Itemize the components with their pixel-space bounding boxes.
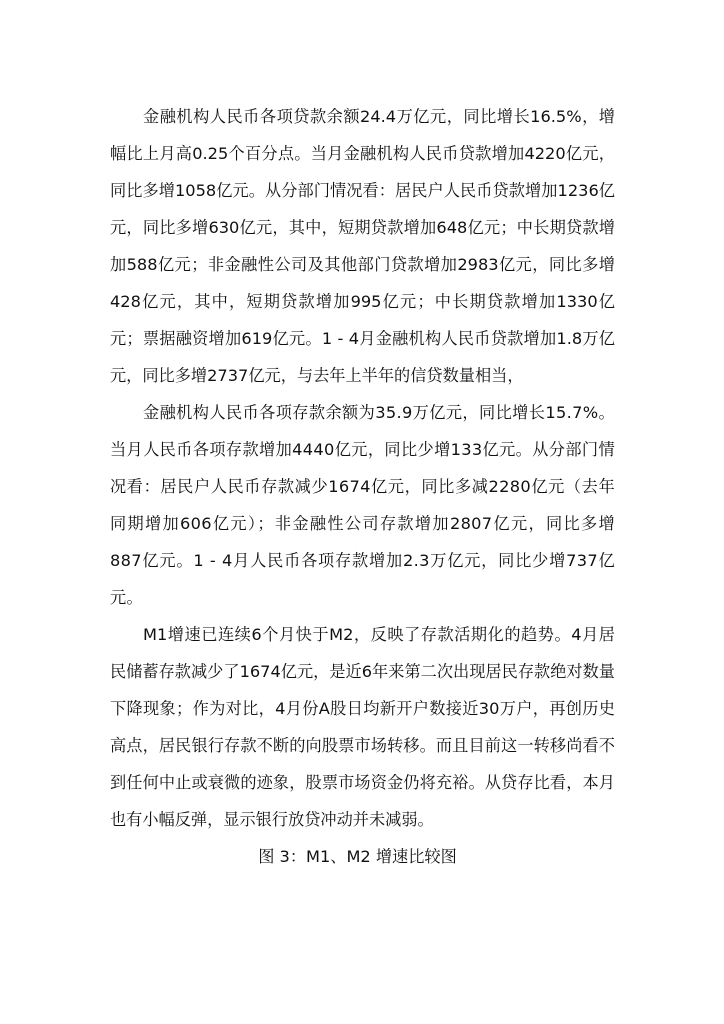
figure-caption: 图 3：M1、M2 增速比较图 xyxy=(258,847,457,866)
paragraph-deposits: 金融机构人民币各项存款余额为35.9万亿元，同比增长15.7%。当月人民币各项存款增加4440亿元，同比少增133亿元。从分部门情况看：居民户人民币存款减少1674亿元，同比多减2280亿元（去年同期增加606亿元）；非金融性公司存款增加2807亿元，同比多增887亿元。1 - 4月人民币各项存款增加2.3万亿元，同比少增737亿元。 xyxy=(110,403,615,607)
paragraph-m1-m2-analysis: M1增速已连续6个月快于M2，反映了存款活期化的趋势。4月居民储蓄存款减少了1674亿元，是近6年来第二次出现居民存款绝对数量下降现象；作为对比，4月份A股日均新开户数接近30万户，再创历史高点，居民银行存款不断的向股票市场转移。而且目前这一转移尚看不到任何中止或衰微的迹象，股票市场资金仍将充裕。从贷存比看，本月也有小幅反弹，显示银行放贷冲动并未减弱。 xyxy=(110,625,615,829)
document-page xyxy=(110,98,615,875)
paragraph-loans: 金融机构人民币各项贷款余额24.4万亿元，同比增长16.5%，增幅比上月高0.25个百分点。当月金融机构人民币贷款增加4220亿元，同比多增1058亿元。从分部门情况看：居民户人民币贷款增加1236亿元，同比多增630亿元，其中，短期贷款增加648亿元；中长期贷款增加588亿元；非金融性公司及其他部门贷款增加2983亿元，同比多增428亿元，其中，短期贷款增加995亿元；中长期贷款增加1330亿元；票据融资增加619亿元。1 - 4月金融机构人民币贷款增加1.8万亿元，同比多增2737亿元，与去年上半年的信贷数量相当， xyxy=(110,107,615,385)
